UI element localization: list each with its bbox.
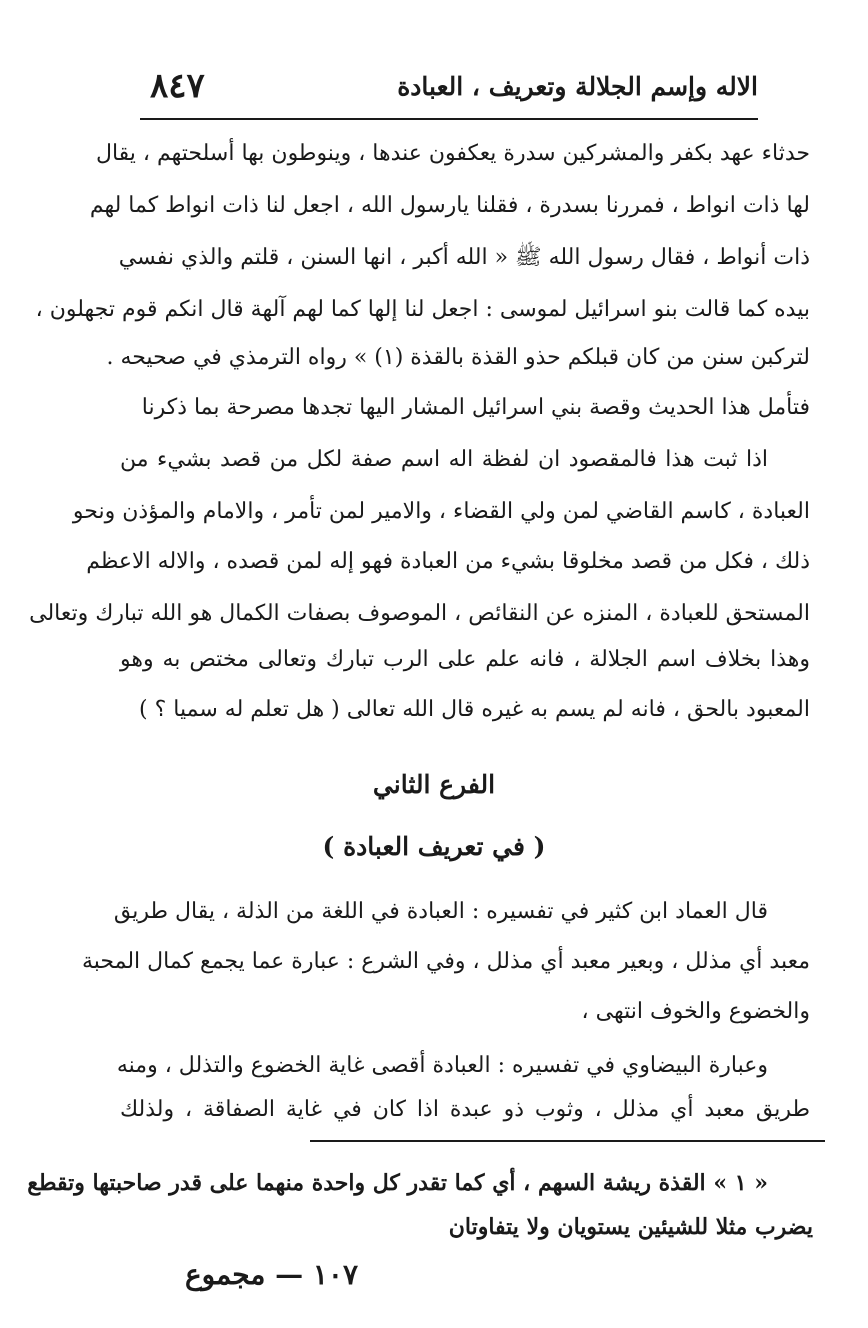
page-header [140, 58, 758, 120]
body-line: وعبارة البيضاوي في تفسيره : العبادة أقصى غاية الخضوع والتذلل ، ومنه [116, 1053, 768, 1078]
section-subheading: ( في تعريف العبادة ) [322, 832, 546, 861]
signature-mark: ١٠٧ — مجموع [184, 1258, 358, 1291]
header-rule [140, 118, 758, 120]
body-line: فتأمل هذا الحديث وقصة بني اسرائيل المشار اليها تجدها مصرحة بما ذكرنا [141, 395, 810, 420]
body-line: قال العماد ابن كثير في تفسيره : العبادة في اللغة من الذلة ، يقال طريق [113, 899, 768, 924]
body-line: اذا ثبت هذا فالمقصود ان لفظة اله اسم صفة لكل من قصد بشيء من [120, 447, 768, 472]
body-line: العبادة ، كاسم القاضي لمن ولي القضاء ، والامير لمن تأمر ، والامام والمؤذن ونحو [72, 499, 810, 524]
body-line: حدثاء عهد بكفر والمشركين سدرة يعكفون عندها ، وينوطون بها أسلحتهم ، يقال [95, 141, 810, 166]
body-line: لتركبن سنن من كان قبلكم حذو القذة بالقذة (١) » رواه الترمذي في صحيحه . [106, 345, 810, 370]
running-title: الاله وإسم الجلالة وتعريف ، العبادة [397, 72, 758, 101]
body-line: وهذا بخلاف اسم الجلالة ، فانه علم على الرب تبارك وتعالى مختص به وهو [120, 647, 810, 672]
footnote-rule [310, 1140, 825, 1142]
body-line: ذلك ، فكل من قصد مخلوقا بشيء من العبادة فهو إله لمن قصده ، والاله الاعظم [86, 549, 810, 574]
body-line: لها ذات انواط ، فمررنا بسدرة ، فقلنا يارسول الله ، اجعل لنا ذات انواط كما لهم [89, 193, 810, 218]
body-line: المعبود بالحق ، فانه لم يسم به غيره قال الله تعالى ( هل تعلم له سميا ؟ ) [139, 697, 810, 722]
footnote-line: « ١ » القذة ريشة السهم ، أي كما تقدر كل واحدة منهما على قدر صاحبتها وتقطع [27, 1170, 768, 1196]
footnote-line: يضرب مثلا للشيئين يستويان ولا يتفاوتان [448, 1214, 813, 1240]
body-line: المستحق للعبادة ، المنزه عن النقائص ، الموصوف بصفات الكمال هو الله تبارك وتعالى [29, 601, 810, 626]
body-line: والخضوع والخوف انتهى ، [581, 999, 810, 1024]
page-number: ٨٤٧ [150, 66, 205, 106]
body-line: معبد أي مذلل ، وبعير معبد أي مذلل ، وفي الشرع : عبارة عما يجمع كمال المحبة [81, 949, 810, 974]
body-line: بيده كما قالت بنو اسرائيل لموسى : اجعل لنا إلها كما لهم آلهة قال انكم قوم تجهلون ، [35, 297, 810, 322]
body-line: ذات أنواط ، فقال رسول الله ﷺ « الله أكبر ، انها السنن ، قلتم والذي نفسي [118, 245, 810, 270]
body-line: طريق معبد أي مذلل ، وثوب ذو عبدة اذا كان في غاية الصفاقة ، ولذلك [120, 1097, 810, 1122]
section-heading: الفرع الثاني [372, 770, 496, 799]
